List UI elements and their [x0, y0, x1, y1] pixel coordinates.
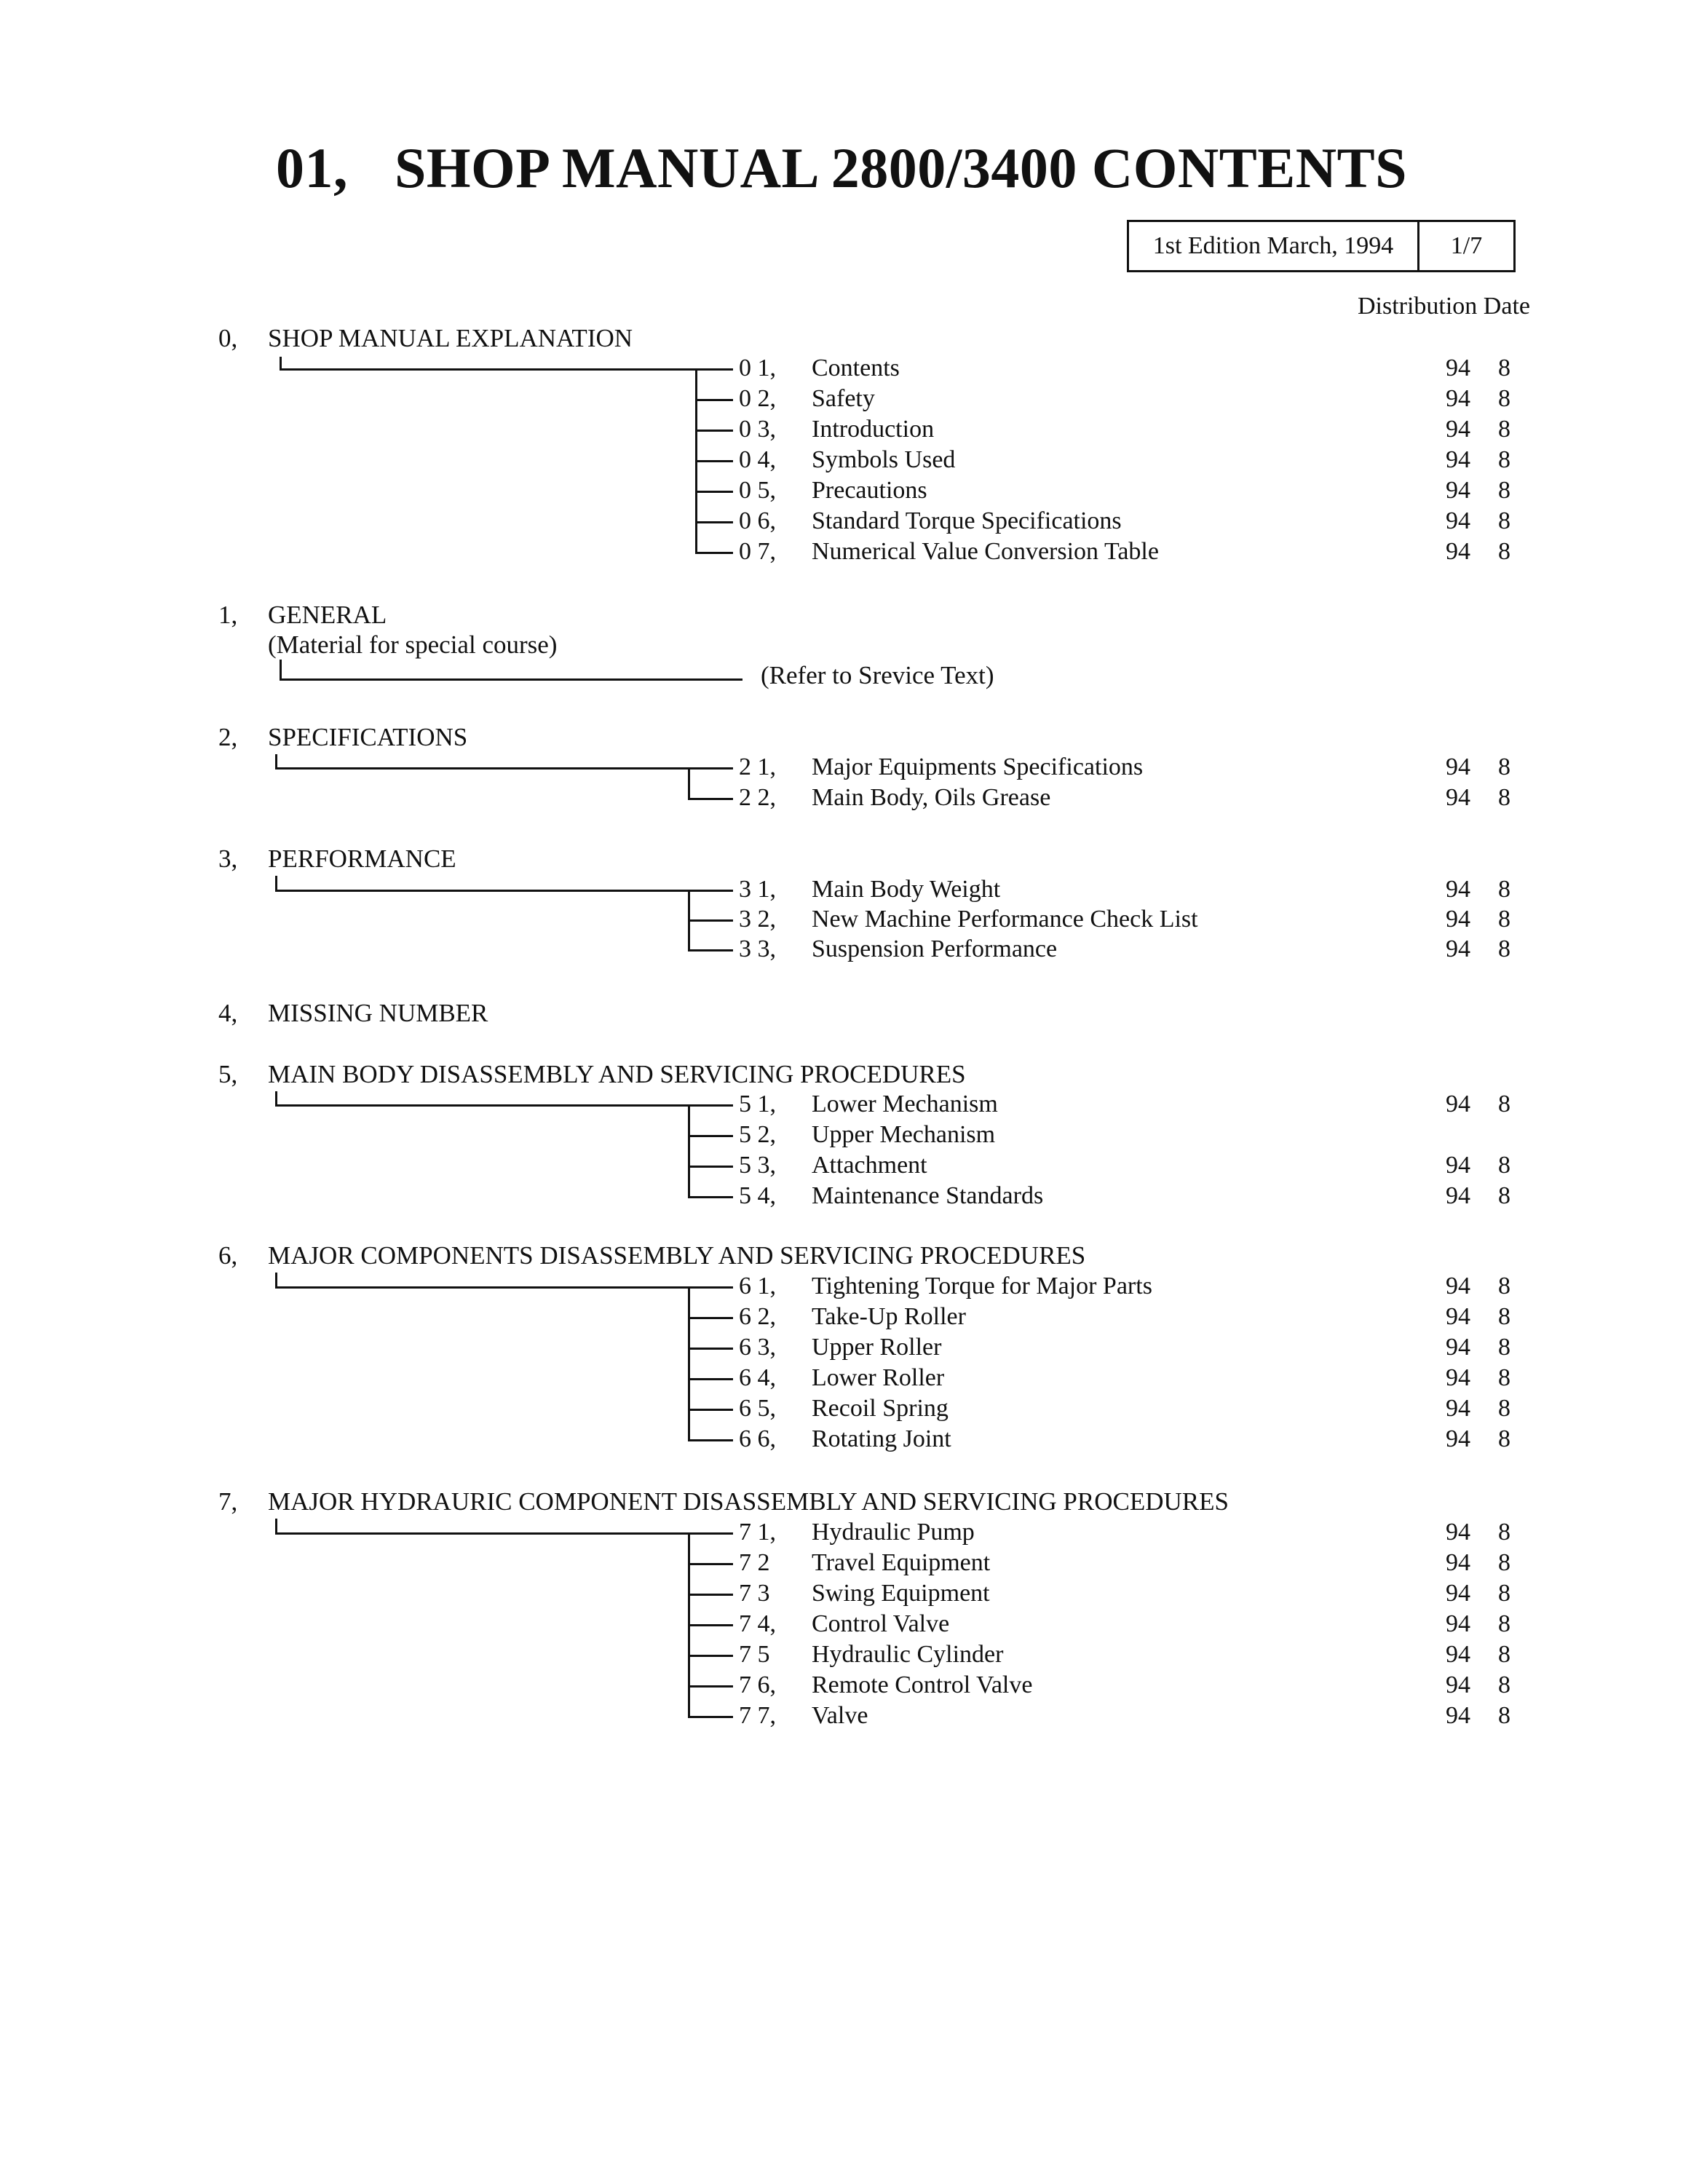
section-title: MAJOR COMPONENTS DISASSEMBLY AND SERVICING PROCEDURES — [268, 1241, 1086, 1270]
contents-item — [739, 1424, 1525, 1455]
tree-branch — [688, 1716, 733, 1718]
item-year: 94 — [1446, 753, 1470, 780]
item-name: Main Body Weight — [812, 875, 1001, 903]
item-year: 94 — [1446, 784, 1470, 811]
item-month: 8 — [1498, 355, 1510, 381]
item-year: 94 — [1446, 1334, 1470, 1361]
contents-item — [739, 1517, 1525, 1548]
item-name: Symbols Used — [812, 446, 956, 473]
tree-branch — [688, 1439, 733, 1441]
contents-item — [739, 1150, 1525, 1181]
item-code: 3 3, — [739, 935, 776, 962]
tree-line — [275, 754, 277, 767]
item-month: 8 — [1498, 538, 1510, 565]
tree-branch — [695, 521, 733, 523]
item-code: 0 2, — [739, 385, 776, 412]
tree-line — [275, 1519, 277, 1532]
item-month: 8 — [1498, 784, 1510, 811]
contents-item — [739, 445, 1525, 475]
item-code: 0 6, — [739, 507, 776, 534]
section-title: MAJOR HYDRAURIC COMPONENT DISASSEMBLY AND SERVICING PROCEDURES — [268, 1487, 1229, 1516]
item-year: 94 — [1446, 1549, 1470, 1576]
item-name: Major Equipments Specifications — [812, 753, 1144, 780]
edition-label: 1st Edition March, 1994 — [1129, 222, 1419, 270]
tree-line — [275, 876, 277, 890]
item-year: 94 — [1446, 1091, 1470, 1117]
item-code: 7 7, — [739, 1702, 776, 1729]
contents-item — [739, 1639, 1525, 1670]
item-code: 0 5, — [739, 477, 776, 504]
item-code: 3 2, — [739, 905, 776, 933]
section-number: 3, — [218, 844, 238, 873]
item-year: 94 — [1446, 1671, 1470, 1698]
item-code: 5 2, — [739, 1121, 776, 1148]
item-year: 94 — [1446, 1425, 1470, 1452]
item-name: Main Body, Oils Grease — [812, 784, 1051, 811]
contents-item — [739, 506, 1525, 537]
item-month: 8 — [1498, 416, 1510, 443]
tree-line — [280, 660, 282, 678]
item-month: 8 — [1498, 1364, 1510, 1391]
item-code: 6 1, — [739, 1273, 776, 1299]
contents-item — [739, 1609, 1525, 1639]
tree-branch — [695, 430, 733, 432]
tree-branch — [688, 1655, 733, 1657]
section-number: 4, — [218, 999, 238, 1027]
tree-branch — [695, 460, 733, 462]
item-month: 8 — [1498, 1303, 1510, 1330]
item-month: 8 — [1498, 1273, 1510, 1299]
contents-item — [739, 1548, 1525, 1578]
tree-branch — [688, 919, 733, 922]
item-year: 94 — [1446, 355, 1470, 381]
tree-branch — [688, 798, 733, 800]
item-year: 94 — [1446, 416, 1470, 443]
contents-item — [739, 537, 1525, 567]
tree-branch — [688, 1104, 733, 1107]
item-month: 8 — [1498, 1091, 1510, 1117]
item-code: 6 2, — [739, 1303, 776, 1330]
contents-item — [739, 1363, 1525, 1393]
section-title: MAIN BODY DISASSEMBLY AND SERVICING PROCEDURES — [268, 1060, 966, 1088]
item-month: 8 — [1498, 507, 1510, 534]
item-month: 8 — [1498, 477, 1510, 504]
item-year: 94 — [1446, 905, 1470, 933]
item-code: 0 1, — [739, 355, 776, 381]
item-name: Numerical Value Conversion Table — [812, 538, 1159, 565]
tree-branch — [688, 1685, 733, 1688]
item-code: 5 3, — [739, 1152, 776, 1179]
tree-branch — [695, 368, 733, 371]
item-year: 94 — [1446, 1303, 1470, 1330]
item-code: 7 5 — [739, 1641, 770, 1668]
tree-branch — [688, 890, 733, 892]
item-year: 94 — [1446, 385, 1470, 412]
item-month: 8 — [1498, 1549, 1510, 1576]
item-code: 5 1, — [739, 1091, 776, 1117]
section-title: GENERAL — [268, 601, 387, 629]
item-year: 94 — [1446, 1395, 1470, 1422]
section-number: 0, — [218, 324, 238, 352]
item-name: Maintenance Standards — [812, 1182, 1044, 1209]
contents-item — [739, 1120, 1525, 1150]
tree-line — [280, 357, 282, 368]
edition-box — [1127, 220, 1516, 272]
item-year: 94 — [1446, 477, 1470, 504]
item-year: 94 — [1446, 1519, 1470, 1546]
item-name: Upper Mechanism — [812, 1121, 996, 1148]
tree-branch — [688, 949, 733, 951]
contents-item — [739, 384, 1525, 414]
tree-branch — [688, 1594, 733, 1596]
item-name: Swing Equipment — [812, 1580, 990, 1607]
item-year: 94 — [1446, 1182, 1470, 1209]
tree-line — [275, 1104, 688, 1107]
tree-branch — [688, 1563, 733, 1565]
tree-branch — [688, 1409, 733, 1411]
tree-branch — [688, 1166, 733, 1168]
contents-item — [739, 934, 1525, 965]
item-month: 8 — [1498, 385, 1510, 412]
tree-line — [275, 1091, 277, 1104]
item-code: 7 4, — [739, 1610, 776, 1637]
item-code: 6 5, — [739, 1395, 776, 1422]
section-title: MISSING NUMBER — [268, 999, 488, 1027]
item-name: Introduction — [812, 416, 935, 443]
item-name: Attachment — [812, 1152, 927, 1179]
section-number: 2, — [218, 723, 238, 751]
item-name: Take-Up Roller — [812, 1303, 966, 1330]
tree-line — [275, 1273, 277, 1286]
item-name: Precautions — [812, 477, 927, 504]
item-month: 8 — [1498, 1425, 1510, 1452]
item-month: 8 — [1498, 905, 1510, 933]
item-code: 2 1, — [739, 753, 776, 780]
tree-line — [275, 1532, 688, 1535]
tree-line — [280, 678, 742, 681]
item-year: 94 — [1446, 538, 1470, 565]
contents-item — [739, 1181, 1525, 1211]
contents-item — [739, 1332, 1525, 1363]
contents-item — [739, 1670, 1525, 1701]
item-code: 2 2, — [739, 784, 776, 811]
item-name: Suspension Performance — [812, 935, 1058, 962]
tree-line — [275, 890, 688, 892]
item-month: 8 — [1498, 1671, 1510, 1698]
page-title — [0, 135, 1683, 201]
item-month: 8 — [1498, 1610, 1510, 1637]
contents-item — [739, 1271, 1525, 1302]
item-month: 8 — [1498, 935, 1510, 962]
item-code: 0 4, — [739, 446, 776, 473]
tree-branch — [688, 1196, 733, 1198]
item-month: 8 — [1498, 1702, 1510, 1729]
distribution-date-header: Distribution Date — [1357, 293, 1530, 320]
item-code: 5 4, — [739, 1182, 776, 1209]
title-text: SHOP MANUAL 2800/3400 CONTENTS — [394, 136, 1407, 199]
tree-line — [688, 767, 690, 800]
item-month: 8 — [1498, 446, 1510, 473]
contents-item — [739, 1701, 1525, 1731]
item-month: 8 — [1498, 1395, 1510, 1422]
item-month: 8 — [1498, 1519, 1510, 1546]
item-month: 8 — [1498, 1334, 1510, 1361]
contents-item — [739, 783, 1525, 813]
item-name: Hydraulic Pump — [812, 1519, 975, 1546]
item-month: 8 — [1498, 753, 1510, 780]
item-name: Recoil Spring — [812, 1395, 949, 1422]
item-year: 94 — [1446, 446, 1470, 473]
item-name: Hydraulic Cylinder — [812, 1641, 1004, 1668]
item-month: 8 — [1498, 875, 1510, 903]
item-name: Contents — [812, 355, 900, 381]
tree-line — [275, 767, 688, 769]
tree-branch — [688, 1624, 733, 1626]
item-name: Remote Control Valve — [812, 1671, 1033, 1698]
item-code: 6 3, — [739, 1334, 776, 1361]
tree-branch — [688, 1348, 733, 1350]
item-code: 7 2 — [739, 1549, 770, 1576]
item-name: Safety — [812, 385, 875, 412]
contents-item — [739, 904, 1525, 935]
item-year: 94 — [1446, 1364, 1470, 1391]
item-year: 94 — [1446, 1152, 1470, 1179]
item-code: 0 3, — [739, 416, 776, 443]
section-number: 6, — [218, 1241, 238, 1270]
item-name: Rotating Joint — [812, 1425, 951, 1452]
tree-line — [688, 1104, 690, 1198]
section-title: SPECIFICATIONS — [268, 723, 468, 751]
item-code: 6 4, — [739, 1364, 776, 1391]
section-number: 7, — [218, 1487, 238, 1516]
tree-branch — [688, 767, 733, 769]
tree-line — [280, 368, 695, 371]
section-number: 5, — [218, 1060, 238, 1088]
doc-number: 01, — [275, 136, 348, 199]
item-month: 8 — [1498, 1152, 1510, 1179]
contents-item — [739, 752, 1525, 783]
item-name: Valve — [812, 1702, 868, 1729]
item-code: 3 1, — [739, 875, 776, 903]
item-name: Travel Equipment — [812, 1549, 991, 1576]
item-year: 94 — [1446, 507, 1470, 534]
contents-item — [739, 1578, 1525, 1609]
item-code: 0 7, — [739, 538, 776, 565]
section-title: SHOP MANUAL EXPLANATION — [268, 324, 633, 352]
item-year: 94 — [1446, 1580, 1470, 1607]
item-year: 94 — [1446, 1641, 1470, 1668]
item-year: 94 — [1446, 1610, 1470, 1637]
contents-item — [739, 475, 1525, 506]
item-name: Lower Roller — [812, 1364, 945, 1391]
contents-item — [739, 1089, 1525, 1120]
item-code: 7 3 — [739, 1580, 770, 1607]
section-number: 1, — [218, 601, 238, 629]
tree-line — [688, 1286, 690, 1441]
contents-item — [739, 353, 1525, 384]
tree-branch — [688, 1378, 733, 1380]
item-name: New Machine Performance Check List — [812, 905, 1198, 933]
refer-note: (Refer to Srevice Text) — [761, 661, 994, 689]
item-month: 8 — [1498, 1641, 1510, 1668]
item-year: 94 — [1446, 935, 1470, 962]
item-year: 94 — [1446, 1273, 1470, 1299]
contents-item — [739, 1393, 1525, 1424]
contents-item — [739, 874, 1525, 905]
tree-branch — [695, 491, 733, 493]
tree-branch — [695, 399, 733, 401]
tree-branch — [688, 1317, 733, 1319]
item-month: 8 — [1498, 1580, 1510, 1607]
item-name: Control Valve — [812, 1610, 950, 1637]
page-number: 1/7 — [1450, 232, 1483, 259]
tree-branch — [695, 552, 733, 554]
tree-line — [275, 1286, 688, 1289]
section-title: PERFORMANCE — [268, 844, 456, 873]
item-year: 94 — [1446, 875, 1470, 903]
section-subtitle: (Material for special course) — [268, 630, 558, 659]
item-code: 7 6, — [739, 1671, 776, 1698]
item-name: Tightening Torque for Major Parts — [812, 1273, 1152, 1299]
tree-branch — [688, 1532, 733, 1535]
item-code: 7 1, — [739, 1519, 776, 1546]
tree-branch — [688, 1135, 733, 1137]
item-year: 94 — [1446, 1702, 1470, 1729]
item-name: Upper Roller — [812, 1334, 942, 1361]
item-name: Standard Torque Specifications — [812, 507, 1122, 534]
item-name: Lower Mechanism — [812, 1091, 998, 1117]
item-code: 6 6, — [739, 1425, 776, 1452]
contents-item — [739, 1302, 1525, 1332]
tree-branch — [688, 1286, 733, 1289]
contents-item — [739, 414, 1525, 445]
item-month: 8 — [1498, 1182, 1510, 1209]
